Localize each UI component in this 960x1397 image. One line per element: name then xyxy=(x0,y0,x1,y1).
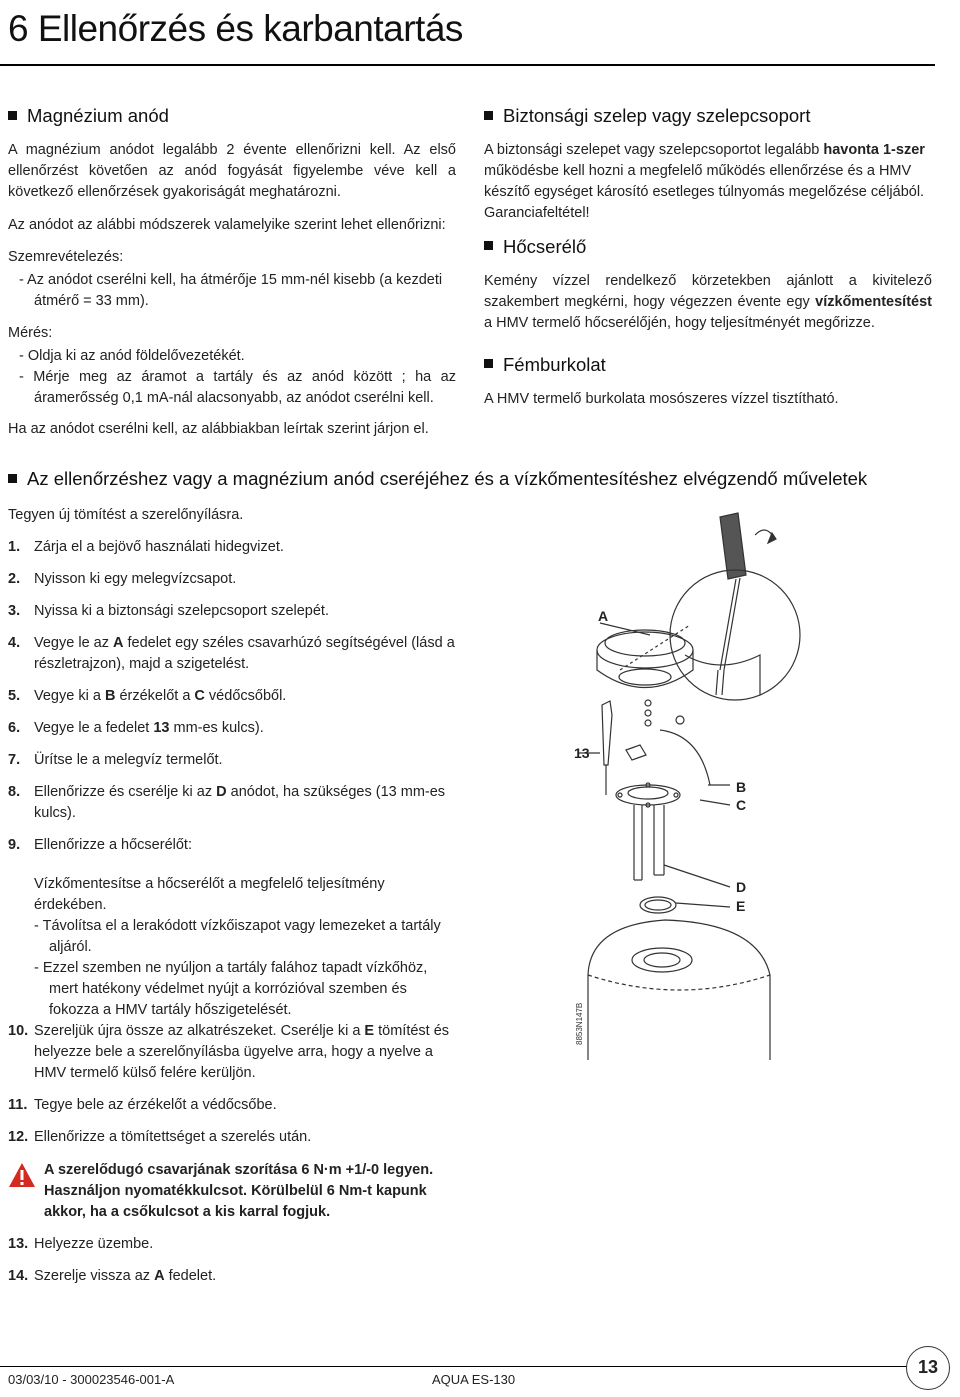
measure-label: Mérés: xyxy=(8,324,53,341)
warning-text: A szerelődugó csavarjának szorítása 6 N·m +1/-0 legyen. Használjon nyomatékkulcsot. Körülbelül 6 Nm-t kapunk akkor, ha a csőkulcsot a kis karral fogjuk. xyxy=(44,1162,434,1221)
title-rule xyxy=(0,64,935,66)
valve-text: A biztonsági szelepet vagy szelepcsoportot legalább havonta 1-szer működésbe kell hozni a megfelelő működés ellenőrzése és a HMV készítő egységet károsító esetleges túlnyomás megelőzése céljából. Garanciafeltétel! xyxy=(484,141,925,221)
tank-body xyxy=(588,920,770,1060)
gasket-e xyxy=(640,897,676,913)
square-bullet-icon xyxy=(484,359,493,368)
label-c: C xyxy=(736,797,747,813)
visual-item: - Az anódot cserélni kell, ha átmérője 15 mm-nél kisebb (a kezdeti átmérő = 33 mm). xyxy=(19,271,443,309)
measure-item-1: - Oldja ki az anód földelővezetékét. xyxy=(19,347,245,364)
step-11: 11. Tegye bele az érzékelőt a védőcsőbe. xyxy=(8,1097,277,1114)
exchanger-heading: Hőcserélő xyxy=(484,234,932,261)
descaling-item-1: - Távolítsa el a lerakódott vízkőiszapot vagy lemezeket a tartály aljáról. xyxy=(34,918,441,956)
torque-warning xyxy=(8,1160,460,1223)
page-number: 13 xyxy=(906,1346,950,1390)
anode-assembly-figure xyxy=(560,505,940,1065)
step-8: 8. Ellenőrizze és cserélje ki az D anódot, ha szükséges (13 mm-es kulcs). xyxy=(8,784,446,822)
step-14: 14. Szerelje vissza az A fedelet. xyxy=(8,1268,217,1285)
figure-code: 8853N147B xyxy=(575,1002,584,1045)
valve-heading: Biztonsági szelep vagy szelepcsoport xyxy=(484,103,932,130)
operations-heading: Az ellenőrzéshez vagy a magnézium anód cseréjéhez és a vízkőmentesítéshez elvégzendő műveletek xyxy=(8,466,928,493)
square-bullet-icon xyxy=(484,241,493,250)
footer-rule xyxy=(0,1366,910,1367)
step-4: 4. Vegye le az A fedelet egy széles csavarhúzó segítségével (lásd a részletrajzon), majd a szigetelést. xyxy=(8,635,455,673)
footer-product: AQUA ES-130 xyxy=(432,1372,516,1387)
square-bullet-icon xyxy=(484,111,493,120)
casing-heading: Fémburkolat xyxy=(484,352,932,379)
step-3: 3. Nyissa ki a biztonsági szelepcsoport szelepét. xyxy=(8,603,329,620)
exchanger-text: Kemény vízzel rendelkező körzetekben ajánlott a kivitelező szakembert megkérni, hogy végezzen évente egy vízkőmentesítést a HMV termelő hőcserélőjén, hogy teljesítményét megőrizze. xyxy=(484,272,932,331)
step-9-details xyxy=(8,874,460,1021)
label-13: 13 xyxy=(574,745,590,761)
anode-section xyxy=(8,103,456,440)
operations-steps xyxy=(8,505,460,1287)
step-13: 13. Helyezze üzembe. xyxy=(8,1236,154,1253)
screwdriver-icon xyxy=(720,513,776,670)
descaling-text: Vízkőmentesítse a hőcserélőt a megfelelő teljesítmény érdekében. xyxy=(34,876,385,914)
detail-circle xyxy=(670,570,800,700)
label-d: D xyxy=(736,879,747,895)
anode-rods xyxy=(634,805,664,880)
anode-methods: Az anódot az alábbi módszerek valamelyike szerint lehet ellenőrizni: xyxy=(8,216,446,233)
label-b: B xyxy=(736,779,747,795)
label-a: A xyxy=(598,608,609,624)
step-10: 10. Szereljük újra össze az alkatrészeket. Cserélje ki a E tömítést és helyezze bele a szerelőnyílásba ügyelve arra, hogy a nyelve a HMV termelő külső felére kerüljön. xyxy=(8,1023,450,1082)
step-5: 5. Vegye ki a B érzékelőt a C védőcsőből. xyxy=(8,688,287,705)
warning-triangle-icon xyxy=(8,1162,36,1188)
label-e: E xyxy=(736,898,746,914)
step-2: 2. Nyisson ki egy melegvízcsapot. xyxy=(8,571,237,588)
visual-label: Szemrevételezés: xyxy=(8,248,124,265)
operations-intro: Tegyen új tömítést a szerelőnyílásra. xyxy=(8,507,244,523)
flange-plate xyxy=(616,783,680,807)
anode-replace-note: Ha az anódot cserélni kell, az alábbiakban leírtak szerint járjon el. xyxy=(8,420,429,437)
right-sections xyxy=(484,103,932,410)
anode-heading: Magnézium anód xyxy=(8,103,456,130)
sensor-probe xyxy=(602,700,710,795)
step-1: 1. Zárja el a bejövő használati hidegvizet. xyxy=(8,539,284,556)
step-9: 9. Ellenőrizze a hőcserélőt: xyxy=(8,837,192,854)
step-7: 7. Ürítse le a melegvíz termelőt. xyxy=(8,752,223,769)
square-bullet-icon xyxy=(8,111,17,120)
step-12: 12. Ellenőrizze a tömítettséget a szerelés után. xyxy=(8,1129,312,1146)
step-6: 6. Vegye le a fedelet 13 mm-es kulcs). xyxy=(8,720,264,737)
measure-item-2: - Mérje meg az áramot a tartály és az anód között ; ha az áramerősség 0,1 mA-nál alacsonyabb, az anódot cserélni kell. xyxy=(19,368,456,406)
anode-intro: A magnézium anódot legalább 2 évente ellenőrizni kell. Az első ellenőrzést követően az anód fogyását figyelembe véve kell a következő ellenőrzések gyakoriságát meghatározni. xyxy=(8,141,456,200)
casing-text: A HMV termelő burkolata mosószeres vízzel tisztítható. xyxy=(484,390,839,407)
page-title: 6 Ellenőrzés és karbantartás xyxy=(8,8,463,49)
footer-doc-ref: 03/03/10 - 300023546-001-A xyxy=(8,1372,175,1387)
descaling-item-2: - Ezzel szemben ne nyúljon a tartály falához tapadt vízkőhöz, mert hatékony védelmet nyújt a korrózióval szemben és fokozza a HMV tartály hőszigetelését. xyxy=(34,960,428,1019)
cover-a xyxy=(597,630,693,688)
square-bullet-icon xyxy=(8,474,17,483)
